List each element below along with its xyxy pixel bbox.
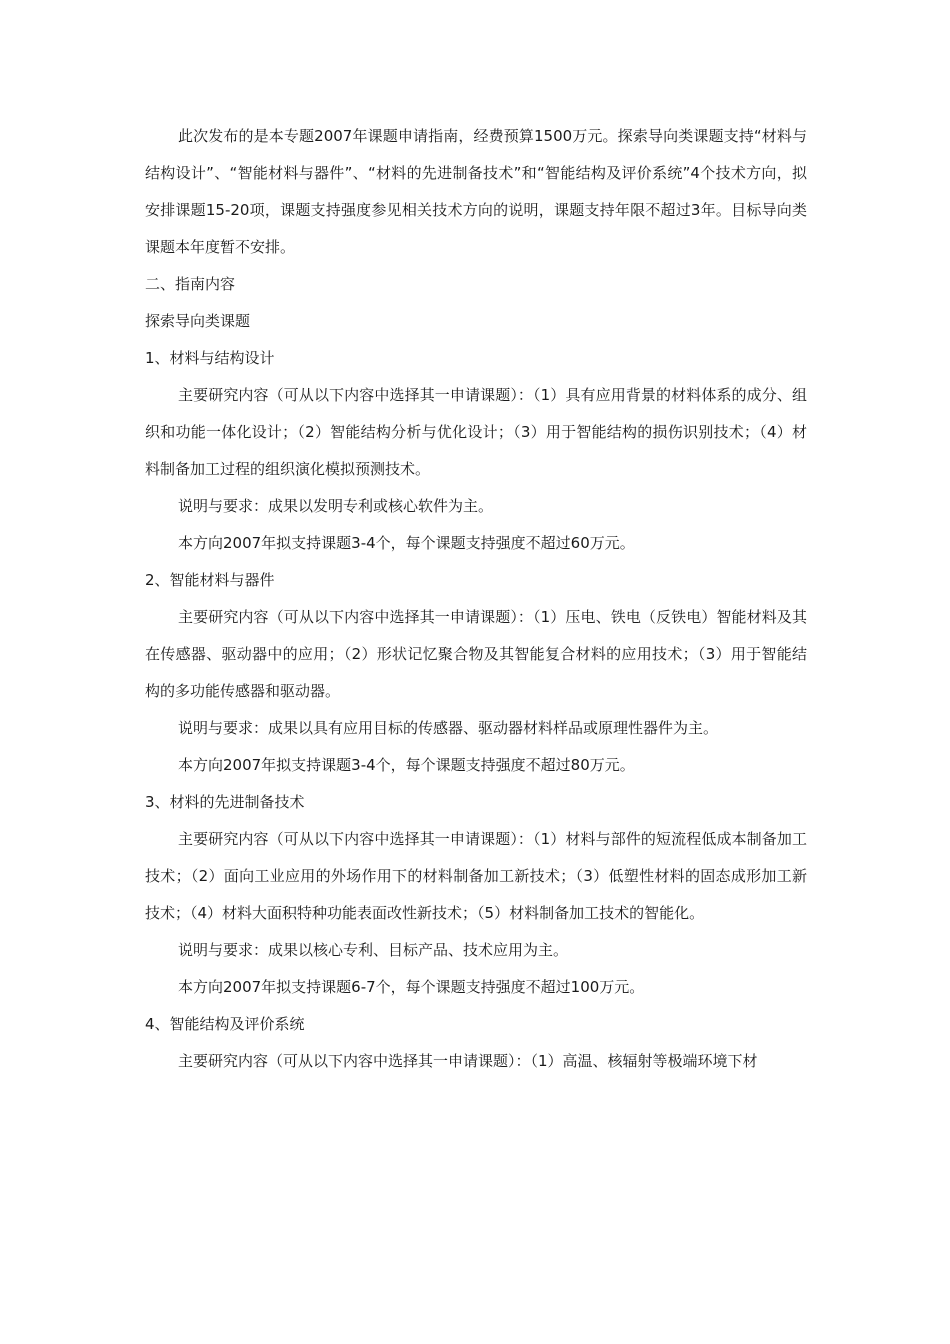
section-heading: 二、指南内容 bbox=[145, 275, 236, 293]
direction-funding: 本方向2007年拟支持课题3-4个，每个课题支持强度不超过60万元。 bbox=[178, 534, 635, 552]
intro-paragraph: 此次发布的是本专题2007年课题申请指南，经费预算1500万元。探索导向类课题支持“材料与结构设计”、“智能材料与器件”、“材料的先进制备技术”和“智能结构及评价系统”4个技术方向，拟安排课题15-20项，课题支持强度参见相关技术方向的说明，课题支持年限不超过3年。目标导向类课题本年度暂不安排。 bbox=[145, 127, 807, 256]
direction-funding: 本方向2007年拟支持课题6-7个，每个课题支持强度不超过100万元。 bbox=[178, 978, 645, 996]
direction-requirement: 说明与要求：成果以核心专利、目标产品、技术应用为主。 bbox=[178, 941, 569, 959]
direction-requirement: 说明与要求：成果以发明专利或核心软件为主。 bbox=[178, 497, 494, 515]
direction-funding: 本方向2007年拟支持课题3-4个，每个课题支持强度不超过80万元。 bbox=[178, 756, 635, 774]
direction-requirement: 说明与要求：成果以具有应用目标的传感器、驱动器材料样品或原理性器件为主。 bbox=[178, 719, 719, 737]
direction-content: 主要研究内容（可从以下内容中选择其一申请课题）：（1）压电、铁电（反铁电）智能材料及其在传感器、驱动器中的应用；（2）形状记忆聚合物及其智能复合材料的应用技术；（3）用于智能结构的多功能传感器和驱动器。 bbox=[145, 608, 807, 700]
document-page bbox=[145, 118, 807, 1080]
direction-title: 1、材料与结构设计 bbox=[145, 349, 275, 367]
direction-content: 主要研究内容（可从以下内容中选择其一申请课题）：（1）材料与部件的短流程低成本制备加工技术；（2）面向工业应用的外场作用下的材料制备加工新技术；（3）低塑性材料的固态成形加工新技术；（4）材料大面积特种功能表面改性新技术；（5）材料制备加工技术的智能化。 bbox=[145, 830, 807, 922]
direction-content: 主要研究内容（可从以下内容中选择其一申请课题）：（1）高温、核辐射等极端环境下材 bbox=[178, 1052, 758, 1070]
subsection-heading: 探索导向类课题 bbox=[145, 312, 251, 330]
direction-title: 4、智能结构及评价系统 bbox=[145, 1015, 305, 1033]
direction-4 bbox=[145, 1006, 807, 1080]
direction-title: 3、材料的先进制备技术 bbox=[145, 793, 305, 811]
direction-3 bbox=[145, 784, 807, 1006]
direction-2 bbox=[145, 562, 807, 784]
direction-1 bbox=[145, 340, 807, 562]
direction-title: 2、智能材料与器件 bbox=[145, 571, 275, 589]
direction-content: 主要研究内容（可从以下内容中选择其一申请课题）：（1）具有应用背景的材料体系的成分、组织和功能一体化设计；（2）智能结构分析与优化设计；（3）用于智能结构的损伤识别技术；（4）材料制备加工过程的组织演化模拟预测技术。 bbox=[145, 386, 807, 478]
